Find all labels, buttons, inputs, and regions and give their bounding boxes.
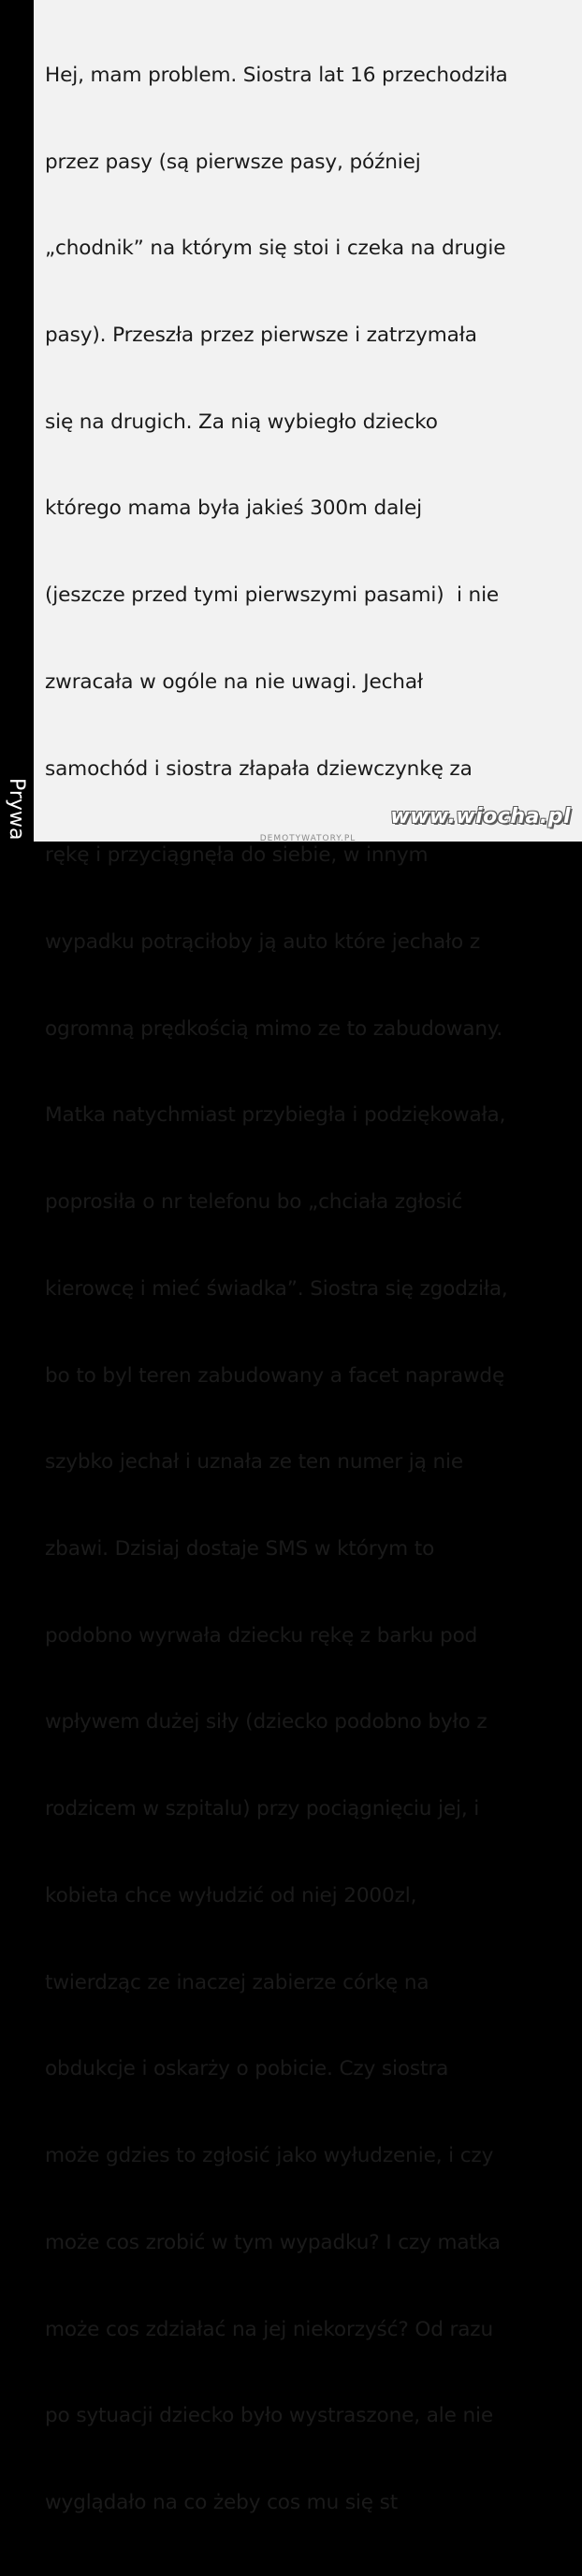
footer-watermark: DEMOTYWATORY.PL bbox=[259, 834, 356, 843]
post-line: rękę i przyciągnęła do siebie, w innym bbox=[45, 843, 429, 868]
post-line: samochód i siostra złapała dziewczynkę za bbox=[45, 756, 473, 781]
post-line: (jeszcze przed tymi pierwszymi pasami) i nie bbox=[45, 583, 500, 608]
post-line: kierowcę i mieć świadka”. Siostra się zgodziła, bbox=[45, 1276, 508, 1301]
site-watermark: www.wiocha.pl bbox=[390, 805, 571, 828]
post-line: rodzicem w szpitalu) przy pociągnięciu jej, i bbox=[45, 1797, 480, 1821]
post-line: wpływem dużej siły (dziecko podobno było z bbox=[45, 1710, 487, 1734]
post-line: bo to byl teren zabudowany a facet naprawdę bbox=[45, 1363, 505, 1388]
post-line: po sytuacji dziecko było wystraszone, ale nie bbox=[45, 2404, 494, 2428]
post-line: Hej, mam problem. Siostra lat 16 przechodziła bbox=[45, 63, 508, 87]
post-line: poprosiła o nr telefonu bo „chciała zgłosić bbox=[45, 1190, 463, 1215]
post-line: może cos zdziałać na jej niekorzyść? Od razu bbox=[45, 2317, 494, 2341]
post-line: zbawi. Dzisiaj dostaje SMS w którym to bbox=[45, 1537, 435, 1561]
post-line: może cos zrobić w tym wypadku? I czy matka bbox=[45, 2230, 501, 2254]
post-line: „chodnik” na którym się stoi i czeka na drugie bbox=[45, 237, 506, 261]
post-line: pasy). Przeszła przez pierwsze i zatrzymała bbox=[45, 323, 477, 347]
side-label: Prywa bbox=[5, 778, 28, 841]
post-line: wypadku potrąciłoby ją auto które jechało z bbox=[45, 930, 481, 954]
post-line: kobieta chce wyłudzić od niej 2000zl, bbox=[45, 1883, 417, 1907]
post-text bbox=[45, 4, 575, 2576]
post-line: się na drugich. Za nią wybiegło dziecko bbox=[45, 410, 438, 434]
post-line: wyglądało na co żeby cos mu się st bbox=[45, 2490, 399, 2514]
post-line: przez pasy (są pierwsze pasy, później bbox=[45, 150, 421, 174]
post-line: szybko jechał i uznała ze ten numer ją nie bbox=[45, 1450, 463, 1475]
post-line: obdukcje i oskarży o pobicie. Czy siostra bbox=[45, 2057, 449, 2081]
post-line: zwracała w ogóle na nie uwagi. Jechał bbox=[45, 669, 423, 694]
post-line: twierdząc ze inaczej zabierze córkę na bbox=[45, 1970, 429, 1994]
post-line: Matka natychmiast przybiegła i podziękowała, bbox=[45, 1103, 506, 1128]
post-line: ogromną prędkością mimo ze to zabudowany. bbox=[45, 1016, 503, 1041]
post-line: może gdzies to zgłosić jako wyłudzenie, i czy bbox=[45, 2144, 494, 2168]
post-line: podobno wyrwała dziecku rękę z barku pod bbox=[45, 1623, 478, 1648]
post-card bbox=[34, 0, 582, 2514]
post-line: którego mama była jakieś 300m dalej bbox=[45, 496, 422, 521]
